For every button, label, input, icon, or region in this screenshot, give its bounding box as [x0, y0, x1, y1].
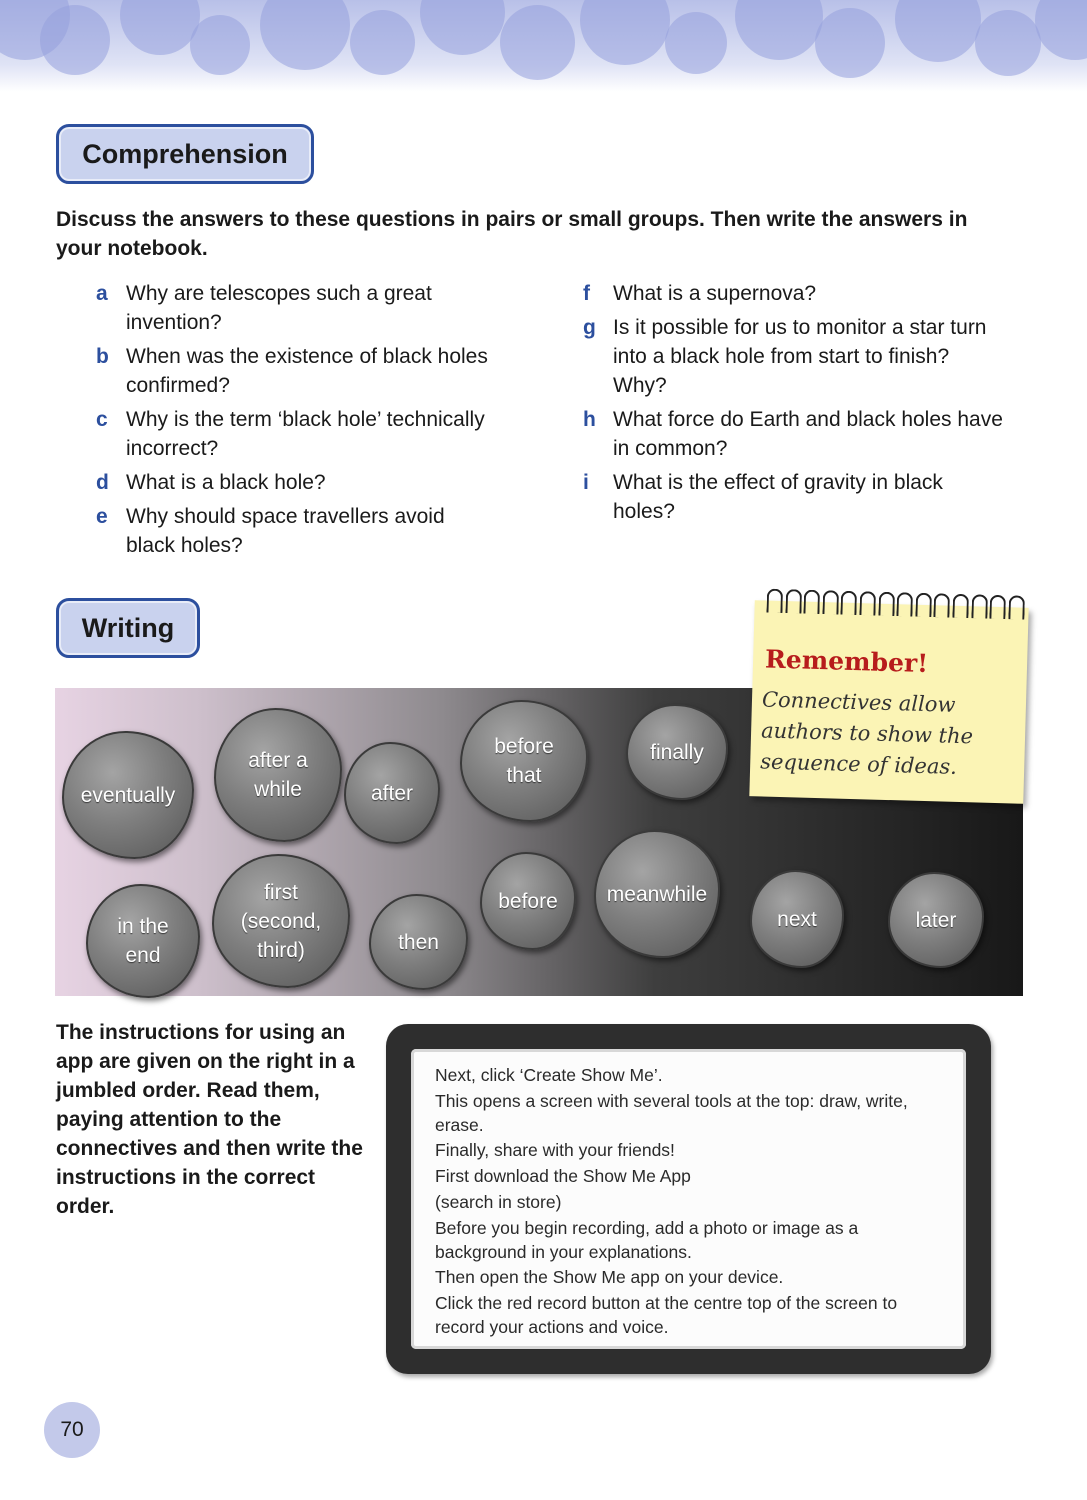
- question-letter: g: [583, 316, 596, 339]
- instruction-line: Next, click ‘Create Show Me’.: [435, 1065, 663, 1085]
- question-item: [96, 342, 496, 400]
- connective-rock: [460, 700, 588, 822]
- question-item: [96, 468, 496, 497]
- comprehension-heading: Comprehension: [56, 124, 314, 184]
- instruction-line: First download the Show Me App: [435, 1166, 691, 1186]
- instruction-line: Before you begin recording, add a photo or image as a background in your explanations.: [435, 1218, 859, 1262]
- bubble-icon: [260, 0, 350, 70]
- connective-word: before: [498, 889, 558, 913]
- question-text: When was the existence of black holes confirmed?: [126, 345, 488, 397]
- questions-left: [96, 279, 496, 565]
- remember-title: Remember!: [764, 644, 929, 679]
- question-item: [583, 313, 1003, 400]
- connective-word: eventually: [80, 783, 176, 807]
- comprehension-intro: Discuss the answers to these questions in pairs or small groups. Then write the answers in your notebook.: [56, 208, 968, 260]
- tablet-screen: [411, 1049, 966, 1349]
- bubble-icon: [420, 0, 505, 55]
- bubble-icon: [665, 12, 727, 74]
- connective-rock: [62, 731, 194, 859]
- question-letter: b: [96, 345, 109, 368]
- tablet-frame: [386, 1024, 991, 1374]
- question-letter: h: [583, 408, 596, 431]
- connective-rock: [594, 830, 720, 958]
- connective-rock: [344, 742, 440, 844]
- remember-note: [749, 600, 1028, 804]
- connective-word: finally: [650, 740, 704, 764]
- question-item: [583, 405, 1003, 463]
- connective-rock: [750, 870, 844, 968]
- question-text: What is a black hole?: [126, 471, 326, 494]
- question-text: Why are telescopes such a great invention?: [126, 282, 432, 334]
- question-item: [96, 502, 496, 560]
- connective-word: first (second, third): [240, 880, 322, 962]
- connective-word: meanwhile: [606, 882, 708, 906]
- question-item: [583, 468, 1003, 526]
- question-text: What is the effect of gravity in black holes?: [613, 471, 943, 523]
- connective-rock: [369, 894, 468, 990]
- connective-word: next: [777, 907, 817, 931]
- connective-word: before that: [494, 735, 554, 787]
- connective-rock: [214, 708, 342, 842]
- connective-rock: [888, 872, 984, 968]
- question-item: [583, 279, 1003, 308]
- question-letter: d: [96, 471, 109, 494]
- connective-rock: [626, 704, 728, 800]
- question-letter: e: [96, 505, 108, 528]
- instruction-line: This opens a screen with several tools at the top: draw, write, erase.: [435, 1091, 908, 1135]
- bubble-icon: [190, 15, 250, 75]
- questions-right: [583, 279, 1003, 531]
- connective-word: later: [915, 908, 957, 932]
- connective-rock: [212, 854, 350, 988]
- bubble-icon: [815, 8, 885, 78]
- instruction-line: (search in store): [435, 1192, 562, 1212]
- question-text: Is it possible for us to monitor a star turn into a black hole from start to finish? Why?: [613, 316, 987, 397]
- question-text: Why should space travellers avoid black holes?: [126, 505, 445, 557]
- question-letter: a: [96, 282, 108, 305]
- bubble-icon: [975, 10, 1041, 76]
- connective-rock: [86, 884, 200, 998]
- instruction-line: Then open the Show Me app on your device.: [435, 1267, 784, 1287]
- question-letter: f: [583, 282, 590, 305]
- bubble-icon: [895, 0, 981, 62]
- connective-word: after: [370, 781, 414, 805]
- question-letter: i: [583, 471, 589, 494]
- connective-word: in the end: [117, 915, 169, 967]
- writing-heading: Writing: [56, 598, 200, 658]
- spiral-binding-icon: [766, 589, 1025, 620]
- bubble-icon: [580, 0, 670, 65]
- bubble-icon: [500, 5, 575, 80]
- bubble-icon: [1035, 0, 1087, 60]
- bubble-icon: [40, 5, 110, 75]
- connective-rock: [480, 852, 576, 950]
- question-text: What is a supernova?: [613, 282, 817, 305]
- bubble-icon: [350, 10, 415, 75]
- instruction-line: Click the red record button at the centre top of the screen to record your actions and voice.: [435, 1293, 898, 1337]
- question-item: [96, 405, 496, 463]
- question-item: [96, 279, 496, 337]
- question-text: Why is the term ‘black hole’ technically incorrect?: [126, 408, 485, 460]
- instruction-line: Finally, share with your friends!: [435, 1140, 675, 1160]
- task-instructions: The instructions for using an app are given on the right in a jumbled order. Read them, paying attention to the connectives and then write the instructions in the correct order.: [56, 1021, 363, 1218]
- connective-word: after a while: [248, 749, 308, 801]
- bubble-icon: [120, 0, 200, 55]
- page-number: 70: [44, 1402, 100, 1458]
- question-letter: c: [96, 408, 108, 431]
- remember-text: Connectives allow authors to show the sequence of ideas.: [759, 687, 974, 779]
- connective-word: then: [398, 930, 439, 954]
- bubble-banner: [0, 0, 1087, 92]
- bubble-icon: [735, 0, 823, 60]
- question-text: What force do Earth and black holes have in common?: [613, 408, 1003, 460]
